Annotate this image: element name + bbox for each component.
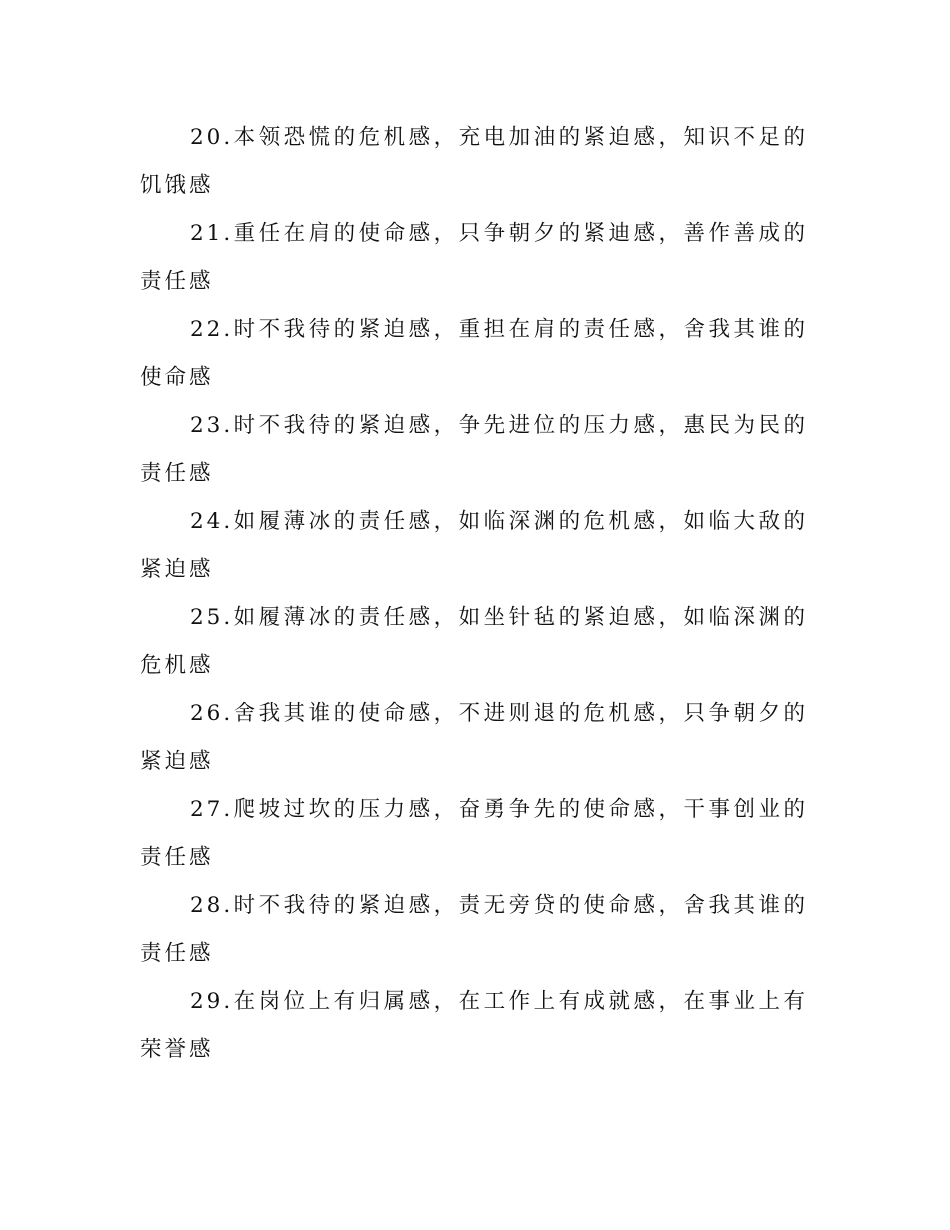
list-item-22: 22.时不我待的紧迫感，重担在肩的责任感，舍我其谁的使命感	[140, 317, 808, 390]
list-item-21: 21.重任在肩的使命感，只争朝夕的紧迪感，善作善成的责任感	[140, 221, 808, 294]
list-item-24: 24.如履薄冰的责任感，如临深渊的危机感，如临大敌的紧迫感	[140, 509, 808, 582]
list-item-28: 28.时不我待的紧迫感，责无旁贷的使命感，舍我其谁的责任感	[140, 893, 808, 966]
list-item-20: 20.本领恐慌的危机感，充电加油的紧迫感，知识不足的饥饿感	[140, 125, 808, 198]
document-body	[140, 114, 808, 1074]
list-item-26: 26.舍我其谁的使命感，不进则退的危机感，只争朝夕的紧迫感	[140, 701, 808, 774]
list-item-23: 23.时不我待的紧迫感，争先进位的压力感，惠民为民的责任感	[140, 413, 808, 486]
list-item-29: 29.在岗位上有归属感，在工作上有成就感，在事业上有荣誉感	[140, 989, 808, 1062]
list-item-25: 25.如履薄冰的责任感，如坐针毡的紧迫感，如临深渊的危机感	[140, 605, 808, 678]
list-item-27: 27.爬坡过坎的压力感，奋勇争先的使命感，干事创业的责任感	[140, 797, 808, 870]
